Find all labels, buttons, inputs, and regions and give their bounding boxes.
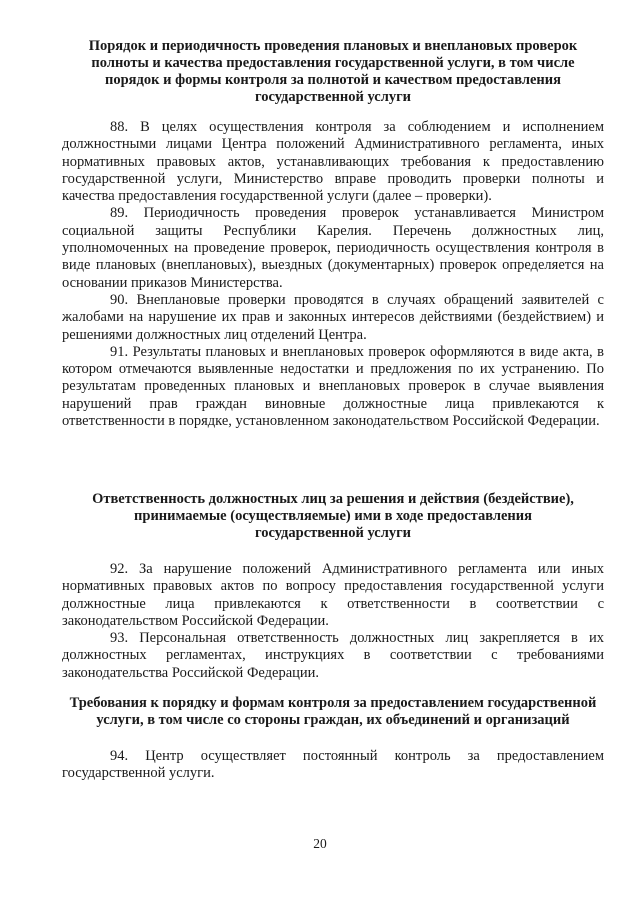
paragraph-94: 94. Центр осуществляет постоянный контроль за предоставлением государственной услуги. xyxy=(62,748,604,782)
section-inspection-procedure xyxy=(62,38,604,430)
section-heading: Ответственность должностных лиц за решения и действия (бездействие), принимаемые (осуществляемые) ими в ходе предоставления государственной услуги xyxy=(92,491,574,541)
section-heading: Порядок и периодичность проведения плановых и внеплановых проверок полноты и качества предоставления государственной услуги, в том числе порядок и формы контроля за полнотой и качеством предоставления государственной услуги xyxy=(88,38,578,105)
section-body xyxy=(62,119,604,430)
paragraph-92: 92. За нарушение положений Административного регламента или иных нормативных правовых актов по вопросу предоставления государственной услуги должностные лица привлекаются к ответственности в соответствии с законодательством Российской Федерации. xyxy=(62,561,604,629)
section-body xyxy=(62,561,604,682)
page-number: 20 xyxy=(313,836,327,851)
paragraph-89: 89. Периодичность проведения проверок устанавливается Министром социальной защиты Республики Карелия. Перечень должностных лиц, уполномоченных на проведение проверок, периодичность осуществления контроля в виде плановых (внеплановых), выездных (документарных) проверок определяется на основании приказов Министерства. xyxy=(62,205,604,291)
section-official-responsibility xyxy=(62,491,604,682)
section-body xyxy=(62,748,604,783)
section-control-requirements xyxy=(62,695,604,783)
paragraph-90: 90. Внеплановые проверки проводятся в случаях обращений заявителей с жалобами на нарушение их прав и законных интересов действиями (бездействием) и решениями должностных лиц отделений Центра. xyxy=(62,291,604,343)
paragraph-91: 91. Результаты плановых и внеплановых проверок оформляются в виде акта, в котором отмечаются выявленные недостатки и предложения по их устранению. По результатам проведенных плановых и внеплановых проверок в случае выявления нарушений прав граждан виновные должностные лица привлекаются к ответственности в порядке, установленном законодательством Российской Федерации. xyxy=(62,343,604,430)
section-heading: Требования к порядку и формам контроля за предоставлением государственной услуги, в том числе со стороны граждан, их объединений и организаций xyxy=(69,695,597,728)
paragraph-93: 93. Персональная ответственность должностных лиц закрепляется в их должностных регламентах, инструкциях в соответствии с требованиями законодательства Российской Федерации. xyxy=(62,630,604,681)
paragraph-88: 88. В целях осуществления контроля за соблюдением и исполнением должностными лицами Центра положений Административного регламента, иных нормативных правовых актов, устанавливающих требования к предоставлению государственной услуги, Министерство вправе проводить проверки полноты и качества предоставления государственной услуги (далее – проверки). xyxy=(62,119,604,205)
